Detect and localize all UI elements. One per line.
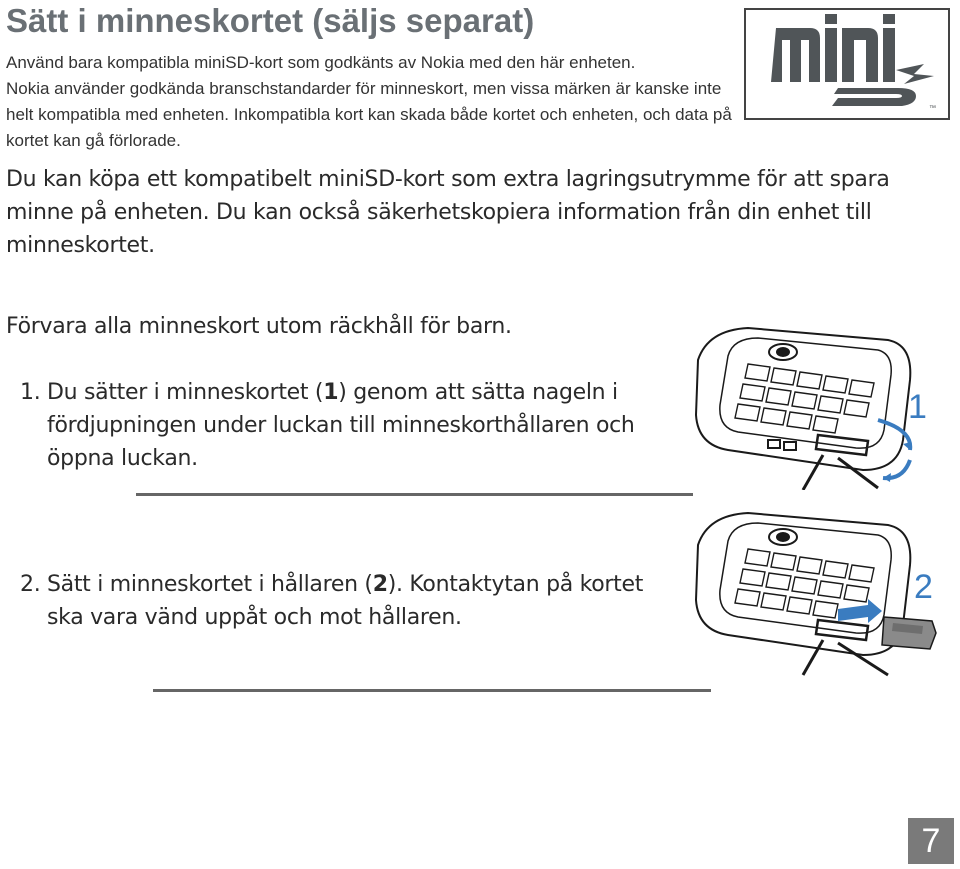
paragraph-children-warning: Förvara alla minneskort utom räckhåll för barn. — [6, 314, 512, 339]
section-divider — [153, 689, 711, 692]
intro-sentence-2: Nokia använder godkända branschstandarder för minneskort, men vissa märken är kanske inte helt kompatibla med enheten. Inkompatibla kort kan skada både kortet och enheten, och data på kortet kan gå förlorade. — [6, 79, 732, 150]
step-1 — [20, 376, 660, 475]
trademark-symbol: ™ — [929, 105, 936, 112]
step-2 — [20, 568, 660, 634]
step-text — [47, 376, 660, 475]
minisd-logo — [744, 8, 950, 120]
step-text-part: ) genom att sätta nageln i fördjupningen under luckan till minneskorthållaren och öppna luckan. — [47, 380, 635, 471]
step-text-part: Du sätter i minneskortet ( — [47, 380, 324, 405]
step-callout-number: 1 — [323, 380, 339, 405]
step-text — [47, 568, 660, 634]
step-text-part: ). Kontaktytan på kortet ska vara vänd uppåt och mot hållaren. — [47, 572, 644, 630]
page-title: Sätt i minneskortet (säljs separat) — [6, 2, 535, 39]
minisd-logo-graphic — [746, 10, 948, 118]
paragraph-purchase: Du kan köpa ett kompatibelt miniSD-kort som extra lagringsutrymme för att spara minne på enheten. Du kan också säkerhetskopiera information från din enhet till minneskortet. — [6, 167, 890, 258]
section-divider — [136, 493, 693, 496]
step-callout-number: 2 — [372, 572, 388, 597]
step-number: 2. — [20, 572, 41, 597]
page-number-badge: 7 — [908, 818, 954, 864]
intro-sentence-1: Använd bara kompatibla miniSD-kort som godkänts av Nokia med den här enheten. — [6, 53, 636, 72]
intro-text — [6, 50, 741, 154]
illustration-callout-2: 2 — [914, 568, 933, 606]
step-number: 1. — [20, 380, 41, 405]
illustration-callout-1: 1 — [908, 388, 927, 426]
step-text-part: Sätt i minneskortet i hållaren ( — [47, 572, 373, 597]
